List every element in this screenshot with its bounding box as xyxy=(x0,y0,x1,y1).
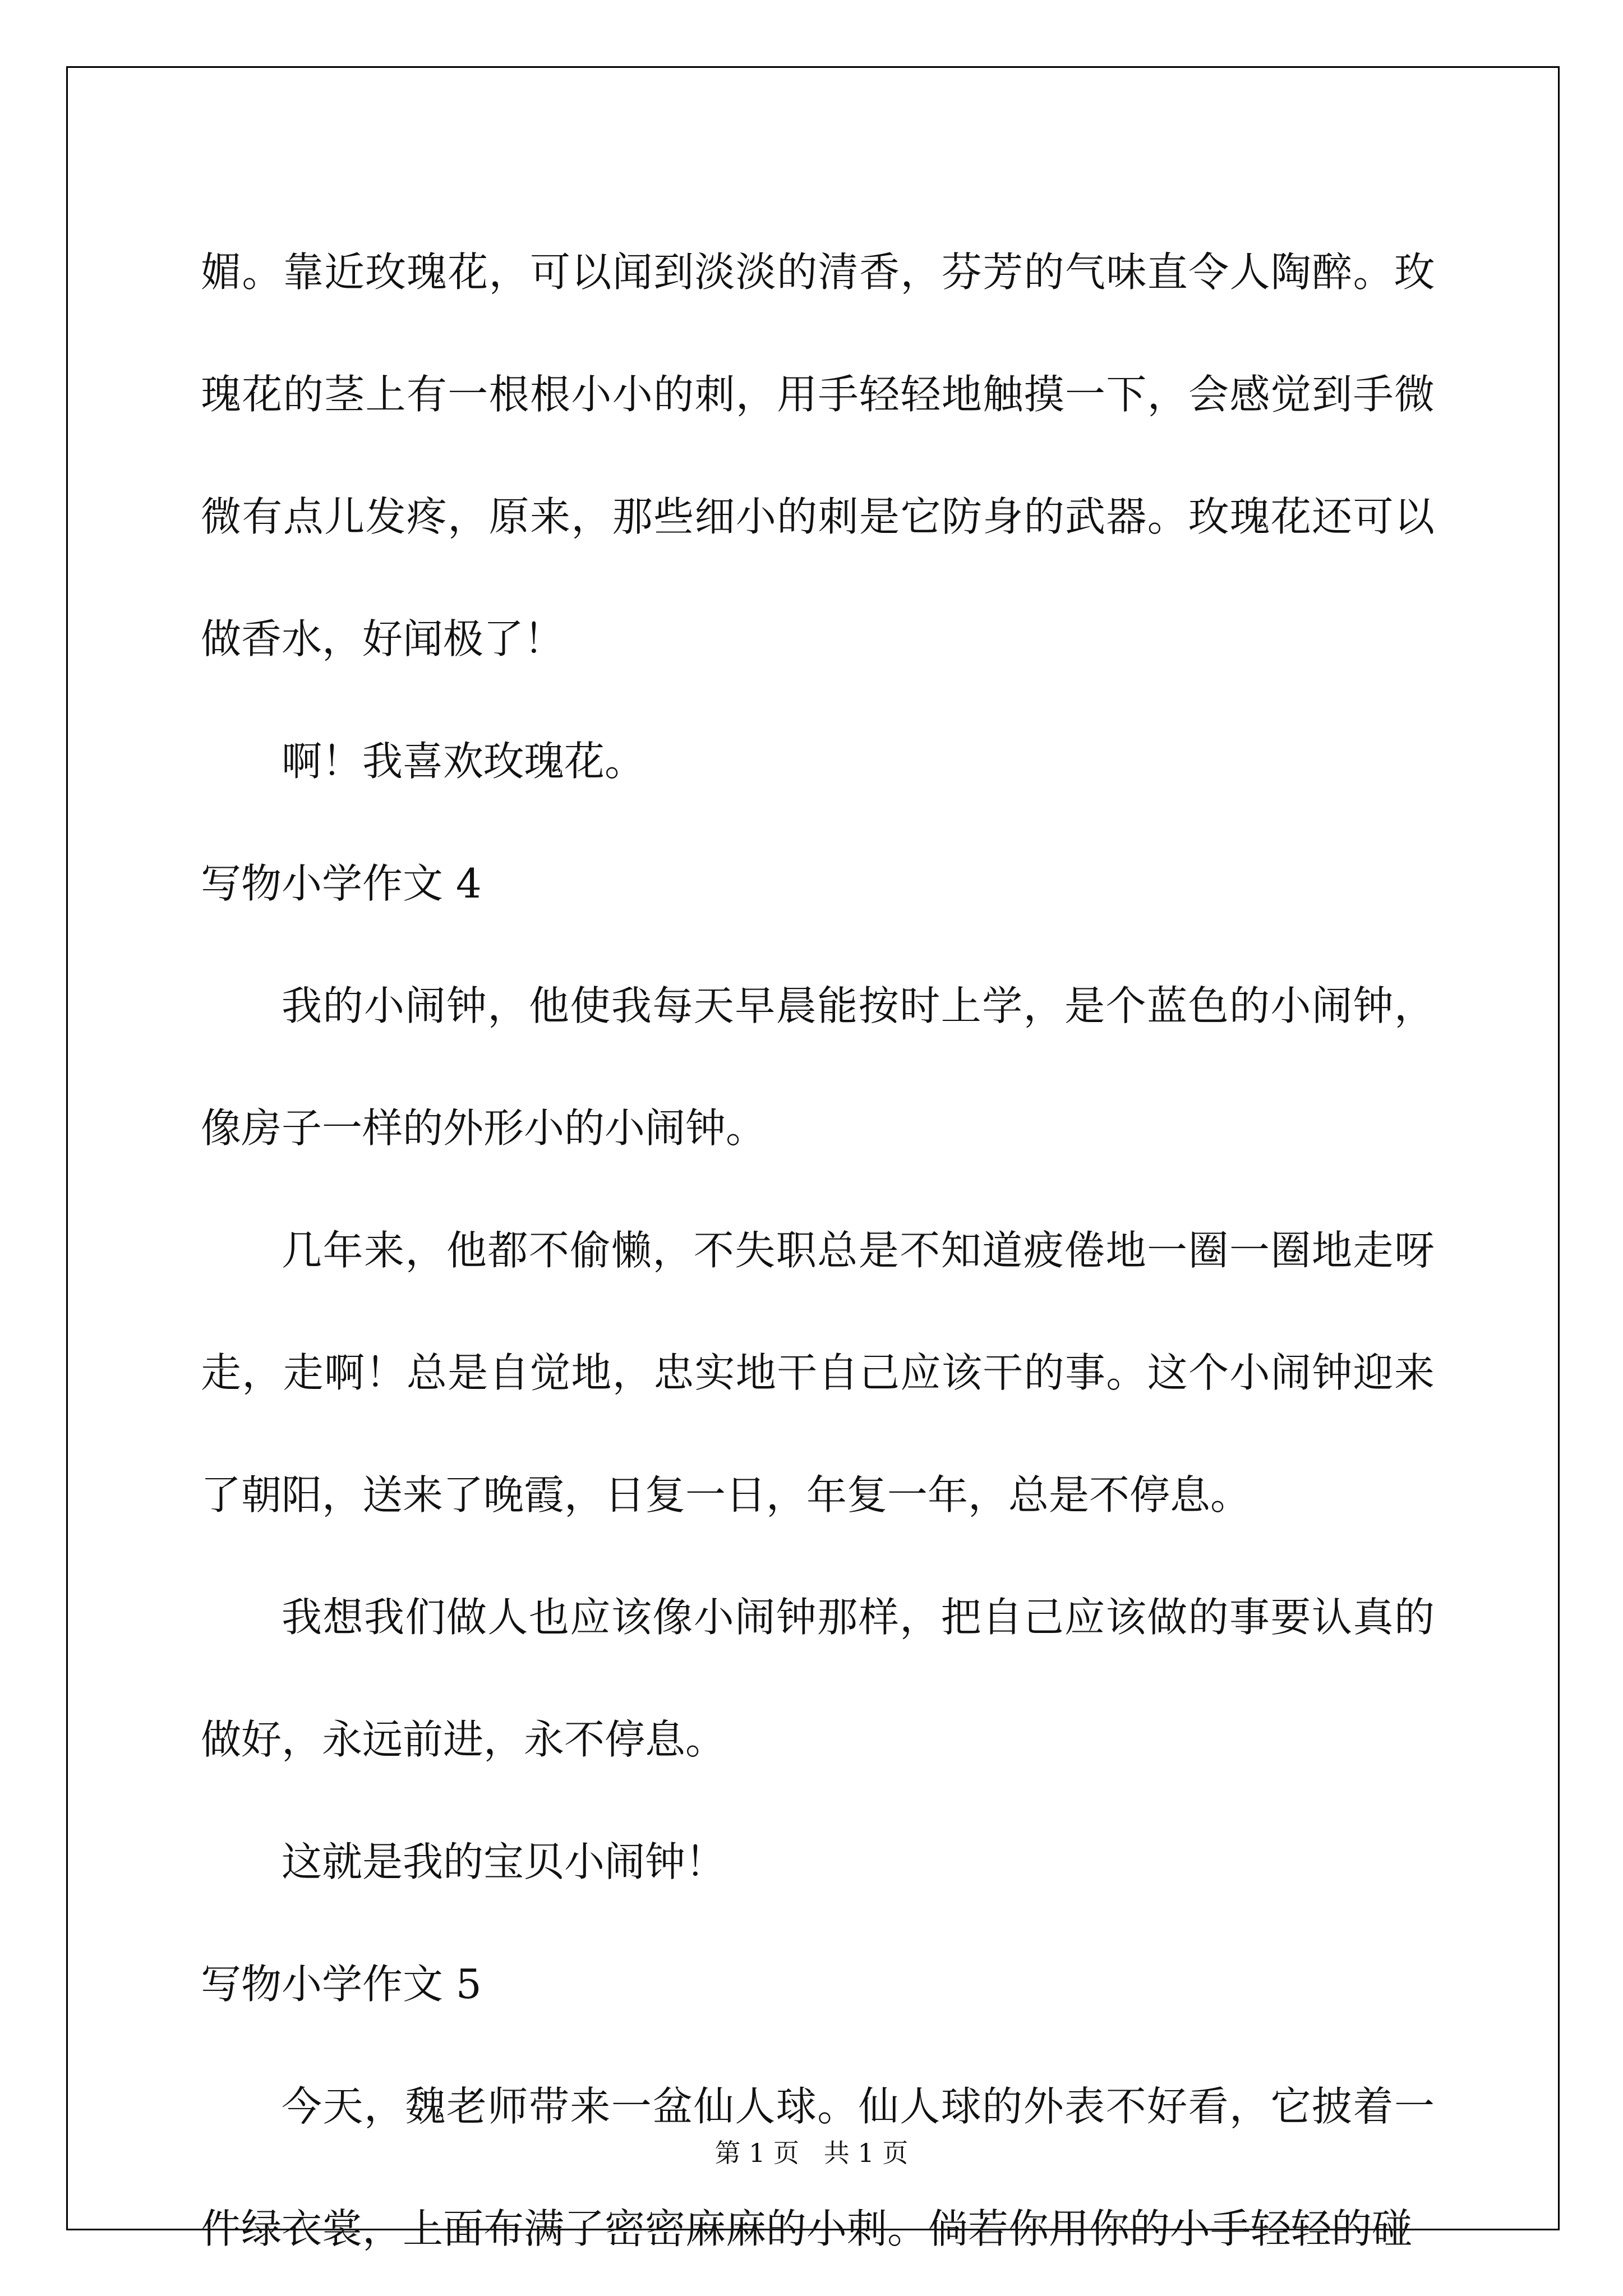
paragraph: 我想我们做人也应该像小闹钟那样，把自己应该做的事要认真的做好，永远前进，永不停息。 xyxy=(201,1594,1435,1763)
section-heading: 写物小学作文 5 xyxy=(201,1961,482,2008)
section-heading: 写物小学作文 4 xyxy=(201,860,482,907)
page-footer-pagination: 第 1 页 共 1 页 xyxy=(714,2138,909,2168)
paragraph: 几年来，他都不偷懒，不失职总是不知道疲倦地一圈一圈地走呀走，走啊！总是自觉地，忠实地干自己应该干的事。这个小闹钟迎来了朝阳，送来了晚霞，日复一日，年复一年，总是不停息。 xyxy=(201,1227,1435,1519)
paragraph-continuation: 媚。靠近玫瑰花，可以闻到淡淡的清香，芬芳的气味直令人陶醉。玫瑰花的茎上有一根根小小的刺，用手轻轻地触摸一下，会感觉到手微微有点儿发疼，原来，那些细小的刺是它防身的武器。玫瑰花还可以做香水，好闻极了！ xyxy=(201,249,1435,662)
paragraph: 啊！我喜欢玫瑰花。 xyxy=(282,738,645,785)
paragraph: 今天，魏老师带来一盆仙人球。仙人球的外表不好看，它披着一件绿衣裳，上面布满了密密麻麻的小刺。倘若你用你的小手轻轻的碰 xyxy=(201,2083,1435,2252)
document-body xyxy=(201,211,1435,2290)
paragraph: 我的小闹钟，他使我每天早晨能按时上学，是个蓝色的小闹钟，像房子一样的外形小的小闹钟。 xyxy=(201,982,1435,1152)
paragraph: 这就是我的宝贝小闹钟！ xyxy=(282,1838,726,1885)
